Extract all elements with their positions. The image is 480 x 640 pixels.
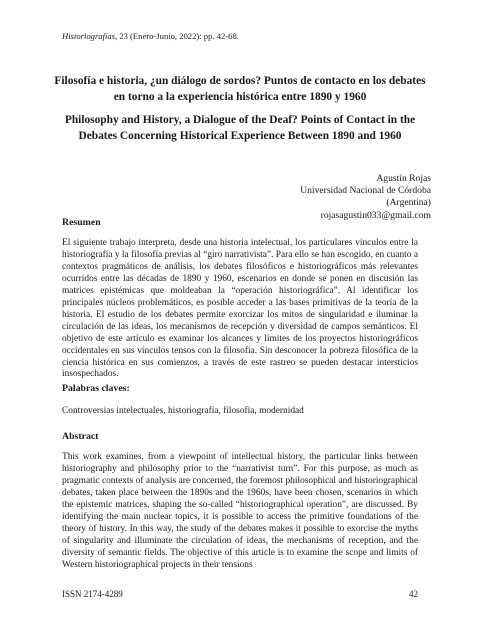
title-spanish: Filosofía e historia, ¿un diálogo de sordos? Puntos de contacto en los debates en torno a la experiencia histórica entre 1890 y 1960	[54, 75, 426, 103]
keywords-heading: Palabras claves:	[62, 383, 130, 394]
resumen-heading: Resumen	[62, 217, 101, 228]
author-email[interactable]: rojasagustin033@gmail.com	[320, 209, 431, 221]
issue-info: , 23 (Enero-Junio, 2022): pp. 42-68.	[115, 31, 239, 41]
journal-name: Historiografías	[62, 31, 116, 41]
issn-footer: ISSN 2174-4289	[62, 589, 123, 599]
author-country: (Argentina)	[386, 197, 431, 209]
abstract-text: This work examines, from a viewpoint of intellectual history, the particular links between historiography and philosophy prior to the “narrativist turn”. For this purpose, as much as pragmatic contexts of analysis are concerned, the foremost philosophical and historiographical debates, taken place between the 1890s and the 1960s, have been chosen, scenarios in which the epistemic matrices, shaping the so-called “historiographical operation”, are discussed. By identifying the main nuclear topics, it is possible to access the primitive foundations of the theory of history. In this way, the study of the debates makes it possible to exorcise the myths of singularity and illuminate the circulation of ideas, the mechanisms of reception, and the diversity of semantic fields. The objective of this article is to examine the scope and limits of Western historiographical projects in their tensions	[62, 452, 418, 570]
author-name: Agustín Rojas	[376, 173, 431, 184]
keywords-text: Controversias intelectuales, historiografía, filosofía, modernidad	[62, 406, 304, 416]
title-english: Philosophy and History, a Dialogue of the Deaf? Points of Contact in the Debates Concerning Historical Experience Between 1890 and 1960	[64, 114, 416, 142]
running-head	[62, 31, 239, 41]
author-block	[300, 173, 431, 222]
author-affiliation: Universidad Nacional de Córdoba	[300, 185, 431, 197]
page-number: 42	[409, 589, 418, 599]
abstract-heading: Abstract	[62, 431, 99, 442]
resumen-text: El siguiente trabajo interpreta, desde una historia intelectual, los particulares vínculos entre la historiografía y la filosofía previas al “giro narrativista”. Para ello se han escogido, en cuanto a contextos pragmáticos de análisis, los debates filosóficos e historiográficos más relevantes ocurridos entre las décadas de 1890 y 1960, escenarios en donde se ponen en discusión las matrices epistémicas que moldeaban la “operación historiográfica”. Al identificar los principales núcleos problemáticos, es posible acceder a las bases primitivas de la teoría de la historia. El estudio de los debates permite exorcizar los mitos de singularidad e iluminar la circulación de las ideas, los mecanismos de recepción y diversidad de campos semánticos. El objetivo de este artículo es examinar los alcances y límites de los proyectos historiográficos occidentales en sus vínculos tensos con la filosofía. Sin desconocer la pobreza filosófica de la ciencia histórica en sus comienzos, a través de este rastreo se pueden destacar intersticios insospechados.	[62, 238, 418, 380]
